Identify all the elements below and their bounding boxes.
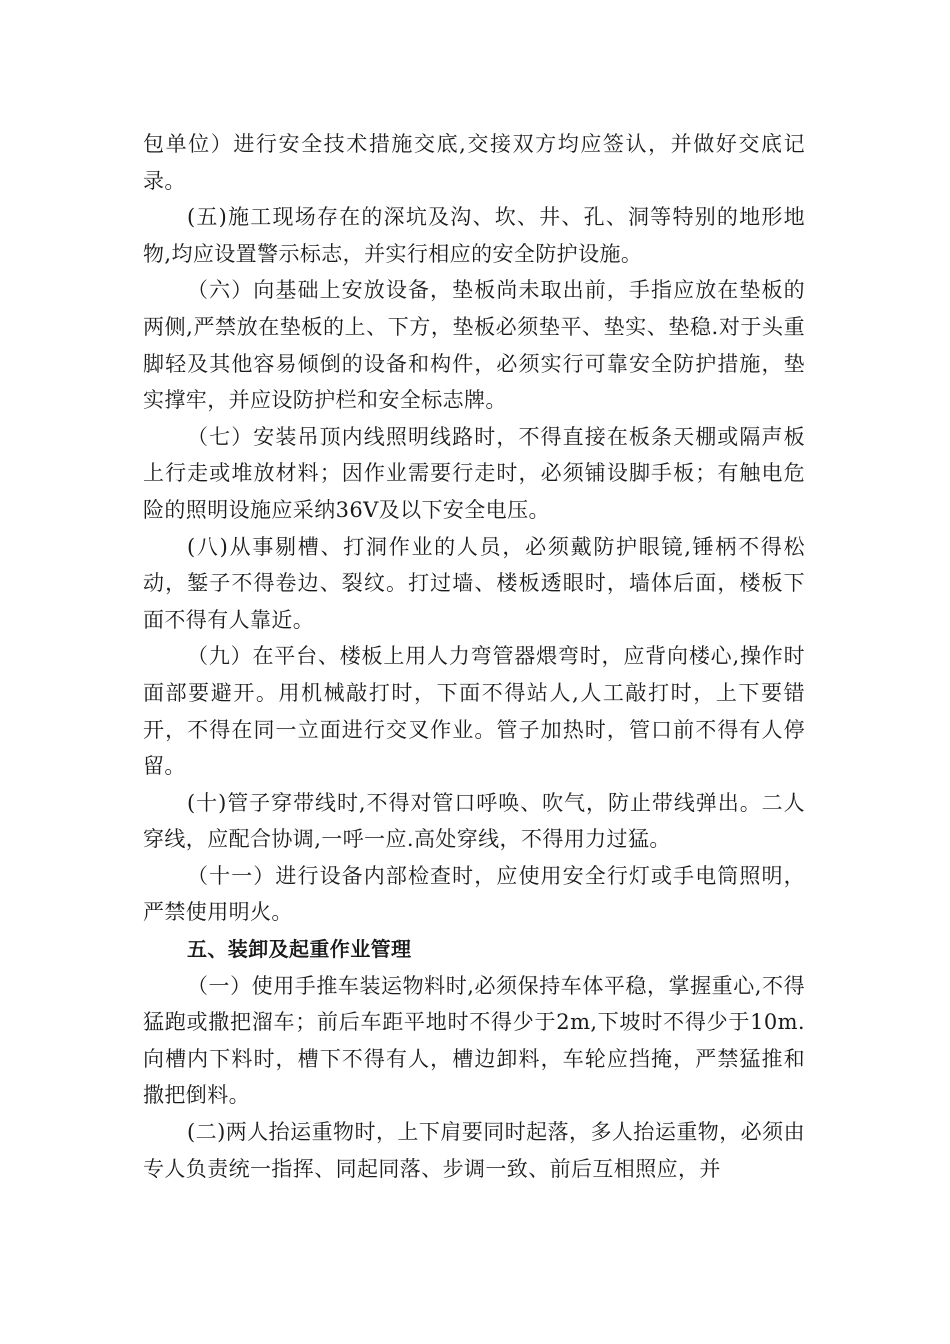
paragraph-item-1: （一）使用手推车装运物料时,必须保持车体平稳，掌握重心,不得猛跑或撒把溜车；前后车距平地时不得少于2m,下坡时不得少于10m.向槽内下料时，槽下不得有人，槽边卸料，车轮应挡掩，严禁猛推和撒把倒料。 (143, 973, 805, 1108)
section-heading: 五、装卸及起重作业管理 (187, 937, 412, 962)
paragraph-item-6: （六）向基础上安放设备，垫板尚未取出前，手指应放在垫板的两侧,严禁放在垫板的上、下方，垫板必须垫平、垫实、垫稳.对于头重脚轻及其他容易倾倒的设备和构件，必须实行可靠安全防护措施，垫实撑牢，并应设防护栏和安全标志牌。 (143, 278, 805, 413)
paragraph-item-10: (十)管子穿带线时,不得对管口呼唤、吹气，防止带线弹出。二人穿线，应配合协调,一呼一应.高处穿线，不得用力过猛。 (143, 790, 805, 852)
paragraph-item-5: (五)施工现场存在的深坑及沟、坎、井、孔、洞等特别的地形地物,均应设置警示标志，并实行相应的安全防护设施。 (143, 205, 805, 266)
paragraph-item-2: (二)两人抬运重物时，上下肩要同时起落，多人抬运重物，必须由专人负责统一指挥、同起同落、步调一致、前后互相照应，并 (143, 1120, 805, 1181)
paragraph-item-7: （七）安装吊顶内线照明线路时，不得直接在板条天棚或隔声板上行走或堆放材料；因作业需要行走时，必须铺设脚手板；有触电危险的照明设施应采纳36V及以下安全电压。 (143, 424, 805, 522)
document-body (143, 126, 805, 1187)
paragraph-item-8: (八)从事剔槽、打洞作业的人员，必须戴防护眼镜,锤柄不得松动，錾子不得卷边、裂纹。打过墙、楼板透眼时，墙体后面，楼板下面不得有人靠近。 (143, 534, 805, 632)
paragraph-continuation: 包单位）进行安全技术措施交底,交接双方均应签认，并做好交底记录。 (143, 132, 805, 193)
paragraph-item-11: （十一）进行设备内部检查时，应使用安全行灯或手电筒照明，严禁使用明火。 (143, 863, 805, 925)
paragraph-item-9: （九）在平台、楼板上用人力弯管器煨弯时，应背向楼心,操作时面部要避开。用机械敲打时，下面不得站人,人工敲打时，上下要错开，不得在同一立面进行交叉作业。管子加热时，管口前不得有人停留。 (143, 644, 805, 779)
